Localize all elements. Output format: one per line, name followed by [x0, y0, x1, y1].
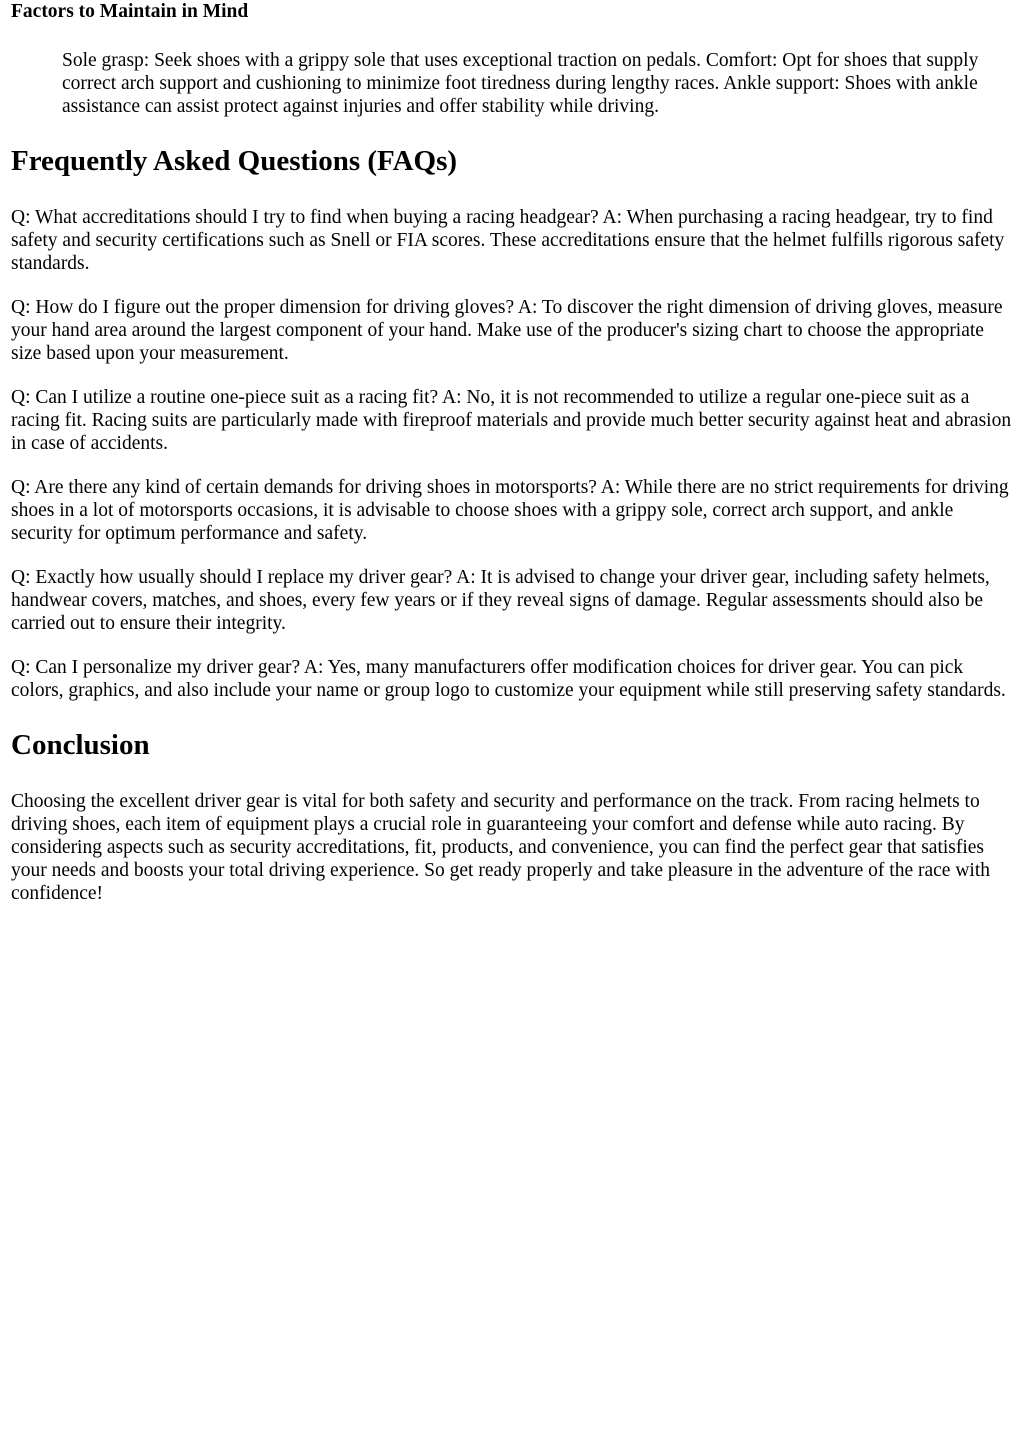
faq-item: Q: How do I figure out the proper dimension for driving gloves? A: To discover the right dimension of driving gloves, measure your hand area around the largest component of your hand. Make use of the producer's sizing chart to choose the appropriate size based upon your measurement.	[11, 297, 1003, 364]
faq-item: Q: Can I personalize my driver gear? A: Yes, many manufacturers offer modification choices for driver gear. You can pick colors, graphics, and also include your name or group logo to customize your equipment while still preserving safety standards.	[11, 657, 1006, 701]
conclusion-heading: Conclusion	[11, 729, 150, 761]
faq-item: Q: Are there any kind of certain demands for driving shoes in motorsports? A: While there are no strict requirements for driving shoes in a lot of motorsports occasions, it is advisable to choose shoes with a grippy sole, correct arch support, and ankle security for optimum performance and safety.	[11, 477, 1009, 544]
faq-item: Q: What accreditations should I try to find when buying a racing headgear? A: When purchasing a racing headgear, try to find safety and security certifications such as Snell or FIA scores. These accreditations ensure that the helmet fulfills rigorous safety standards.	[11, 207, 1005, 274]
factors-paragraph: Sole grasp: Seek shoes with a grippy sole that uses exceptional traction on pedals. Comfort: Opt for shoes that supply correct arch support and cushioning to minimize foot tiredness during lengthy races. Ankle support: Shoes with ankle assistance can assist protect against injuries and offer stability while driving.	[62, 50, 979, 117]
factors-heading: Factors to Maintain in Mind	[11, 1, 249, 22]
faq-item: Q: Exactly how usually should I replace my driver gear? A: It is advised to change your driver gear, including safety helmets, handwear covers, matches, and shoes, every few years or if they reveal signs of damage. Regular assessments should also be carried out to ensure their integrity.	[11, 567, 990, 634]
conclusion-paragraph: Choosing the excellent driver gear is vital for both safety and security and performance on the track. From racing helmets to driving shoes, each item of equipment plays a crucial role in guaranteeing your comfort and defense while auto racing. By considering aspects such as security accreditations, fit, products, and convenience, you can find the perfect gear that satisfies your needs and boosts your total driving experience. So get ready properly and take pleasure in the adventure of the race with confidence!	[11, 791, 990, 904]
faq-item: Q: Can I utilize a routine one-piece suit as a racing fit? A: No, it is not recommended to utilize a regular one-piece suit as a racing fit. Racing suits are particularly made with fireproof materials and provide much better security against heat and abrasion in case of accidents.	[11, 387, 1012, 454]
faq-heading: Frequently Asked Questions (FAQs)	[11, 145, 458, 177]
